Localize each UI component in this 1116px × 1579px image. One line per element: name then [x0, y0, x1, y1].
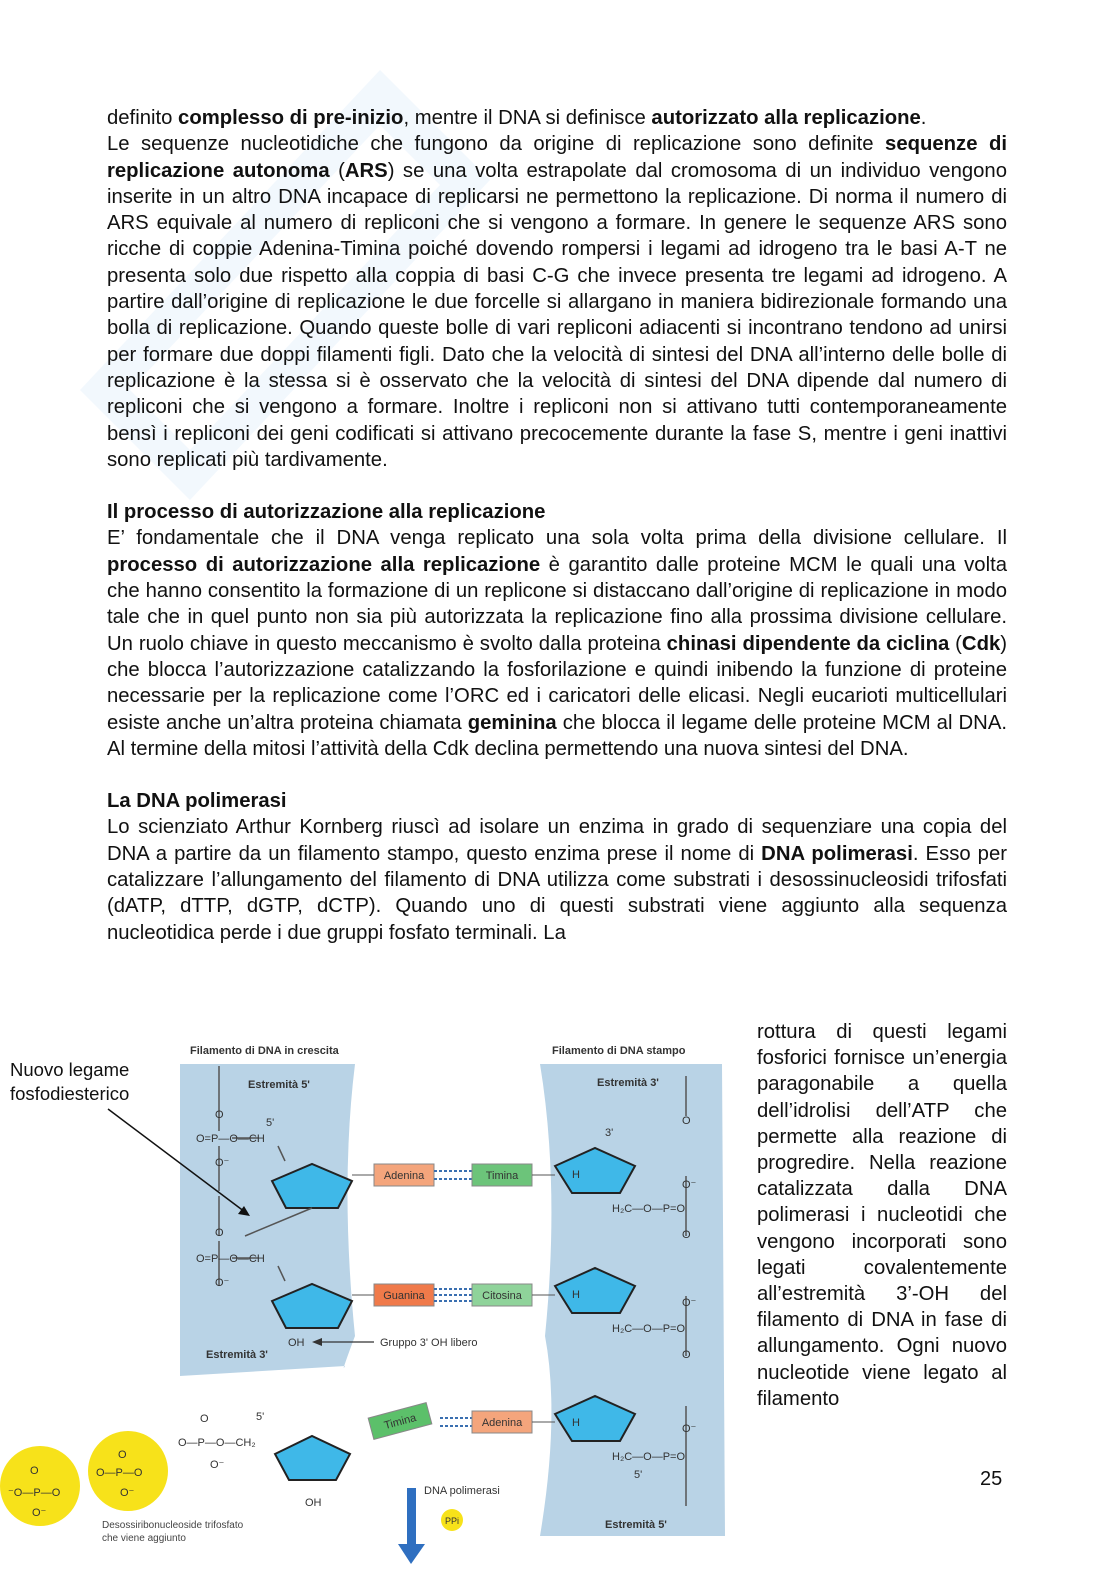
svg-text:H₂C—O—P=O: H₂C—O—P=O — [612, 1451, 686, 1463]
base-pair-2 — [352, 1284, 555, 1306]
svg-text:O⁻: O⁻ — [215, 1157, 230, 1169]
label-enzyme: DNA polimerasi — [424, 1485, 500, 1497]
svg-text:H: H — [572, 1417, 580, 1429]
svg-text:5': 5' — [266, 1117, 275, 1129]
incoming-caption-line1: Desossiribonucleoside trifosfato — [102, 1520, 244, 1531]
paragraph-4: Lo scienziato Arthur Kornberg riuscì ad isolare un enzima in grado di sequenziare una copia del DNA a partire da un filamento stampo, questo enzima prese il nome di DNA polimerasi. Esso per catalizzare l’allungamento del filamento di DNA utilizza come substrati i desossinucleosidi trifosfati (dATP, dTTP, dGTP, dCTP). Quando uno di questi substrati viene aggiunto alla sequenza nucleotidica perde i due gruppi fosfato terminali. La — [107, 816, 1007, 944]
svg-text:5': 5' — [256, 1411, 265, 1423]
paragraph-2: Le sequenze nucleotidiche che fungono da origine di replicazione sono definite sequenze di replicazione autonoma (ARS) se una volta estrapolate dal cromosoma di un individuo vengono inserite in un altro DNA incapace di replicarsi ne permettono la replicazione. Di norma il numero di ARS equivale al numero di repliconi che si vengono a formare. In genere le sequenze ARS sono ricche di coppie Adenina-Timina poiché dovendo rompersi i legami ad idrogeno tra le basi A-T ne presenta solo due rispetto alla coppia di basi C-G che invece presenta tre legami ad idrogeno. A partire dall’origine di replicazione le due forcelle si allargano in maniera bidirezionale formando una bolla di replicazione. Quando queste bolle di vari repliconi adiacenti si incontrano tendono ad unirsi per formare due doppi filamenti figli. Dato che la velocità di sintesi del DNA all’interno delle bolle di replicazione è la stessa si è osservato che la velocità di sintesi del DNA dipende dal numero di repliconi che si vengono a formare. Inoltre i repliconi non si attivano tutti contemporaneamente bensì i repliconi dei geni codificati si attivano precocemente durante la fase S, mentre i geni inattivi sono replicati più tardivamente. — [107, 133, 1007, 471]
svg-text:O=P—O—CH: O=P—O—CH — [196, 1133, 265, 1145]
base-label: Citosina — [482, 1290, 522, 1302]
svg-text:O: O — [215, 1227, 224, 1239]
label-template-strand: Filamento di DNA stampo — [552, 1045, 686, 1057]
label-free-oh: Gruppo 3' OH libero — [380, 1337, 478, 1349]
svg-text:H: H — [572, 1289, 580, 1301]
paragraph-3: E’ fondamentale che il DNA venga replicato una sola volta prima della divisione cellulare. Il processo di autorizzazione alla replicazione è garantito dalle proteine MCM le quali una volta che hanno consentito la formazione di un replicone si distaccano dall’origine di replicazione in modo tale che in quel punto non sia più autorizzata la replicazione fino alla prossima divisione cellulare. Un ruolo chiave in questo meccanismo è svolto dalla proteina chinasi dipendente da ciclina (Cdk) che blocca l’autorizzazione catalizzando la fosforilazione e quindi inibendo la funzione di proteine necessarie per la replicazione come l’ORC ed i caricatori delle elicasi. Negli eucarioti multicellulari esiste anche un’altra proteina chiamata geminina che blocca il legame delle proteine MCM al DNA. Al termine della mitosi l’attività della Cdk declina permettendo una nuova sintesi del DNA. — [107, 527, 1008, 760]
svg-text:O: O — [118, 1449, 127, 1461]
page-number: 25 — [980, 1468, 1003, 1490]
svg-text:O: O — [682, 1115, 691, 1127]
svg-text:5': 5' — [634, 1469, 643, 1481]
svg-text:O: O — [682, 1349, 691, 1361]
svg-text:O: O — [30, 1465, 39, 1477]
label-end3-left: Estremità 3' — [206, 1349, 268, 1361]
svg-text:⁻O—P—O: ⁻O—P—O — [8, 1487, 61, 1499]
incoming-caption-line2: che viene aggiunto — [102, 1533, 186, 1544]
svg-text:O=P—O—CH: O=P—O—CH — [196, 1253, 265, 1265]
base-pair-3 — [368, 1403, 555, 1440]
svg-text:OH: OH — [305, 1497, 322, 1509]
base-pair-1 — [352, 1164, 555, 1186]
base-label: Adenina — [383, 1170, 425, 1182]
base-label: Timina — [382, 1411, 418, 1432]
svg-text:H₂C—O—P=O: H₂C—O—P=O — [612, 1203, 686, 1215]
text-column — [107, 105, 1007, 946]
base-label: Guanina — [383, 1290, 425, 1302]
section-title-authorization: Il processo di autorizzazione alla replicazione — [107, 501, 546, 524]
base-label: Adenina — [481, 1417, 523, 1429]
figure-callout-label: Nuovo legame fosfodiesterico — [10, 1059, 130, 1104]
label-end3-right: Estremità 3' — [597, 1077, 659, 1089]
svg-text:O⁻: O⁻ — [120, 1487, 135, 1499]
incoming-nucleotide — [0, 1411, 350, 1526]
svg-text:H: H — [572, 1169, 580, 1181]
svg-text:O—P—O—CH₂: O—P—O—CH₂ — [178, 1437, 256, 1449]
base-label: Timina — [485, 1170, 519, 1182]
growing-strand-background — [180, 1064, 355, 1376]
polymerase-arrow-icon — [398, 1488, 463, 1564]
paragraph-1: definito complesso di pre-inizio, mentre il DNA si definisce autorizzato alla replicazione. — [107, 107, 927, 129]
svg-text:O⁻: O⁻ — [682, 1179, 697, 1191]
svg-text:O⁻: O⁻ — [682, 1297, 697, 1309]
section-title-polymerase: La DNA polimerasi — [107, 790, 287, 813]
label-growing-strand: Filamento di DNA in crescita — [190, 1045, 339, 1057]
paragraph-4-continuation: rottura di questi legami fosforici fornisce un’energia paragonabile a quella dell’idrolisi dell’ATP che permette alla reazione di progredire. Nella reazione catalizzata dalla DNA polimerasi i nucleotidi che vengono incorporati sono legati covalentemente all’estremità 3’-OH del filamento di DNA in fase di allungamento. Ogni nuovo nucleotide viene legato al filamento — [757, 1021, 1007, 1410]
svg-text:O: O — [215, 1109, 224, 1121]
svg-text:3': 3' — [605, 1127, 614, 1139]
svg-text:O: O — [682, 1229, 691, 1241]
svg-text:O⁻: O⁻ — [215, 1277, 230, 1289]
label-end5-left: Estremità 5' — [248, 1079, 310, 1091]
svg-text:O⁻: O⁻ — [682, 1423, 697, 1435]
svg-text:O: O — [200, 1413, 209, 1425]
label-end5-right: Estremità 5' — [605, 1519, 667, 1531]
svg-text:H₂C—O—P=O: H₂C—O—P=O — [612, 1323, 686, 1335]
svg-text:O—P—O: O—P—O — [96, 1467, 143, 1479]
svg-text:O⁻: O⁻ — [32, 1507, 47, 1519]
svg-text:O⁻: O⁻ — [210, 1459, 225, 1471]
ppi-label: PPi — [444, 1516, 460, 1526]
dna-polymerase-figure — [0, 1036, 745, 1576]
svg-text:OH: OH — [288, 1337, 305, 1349]
